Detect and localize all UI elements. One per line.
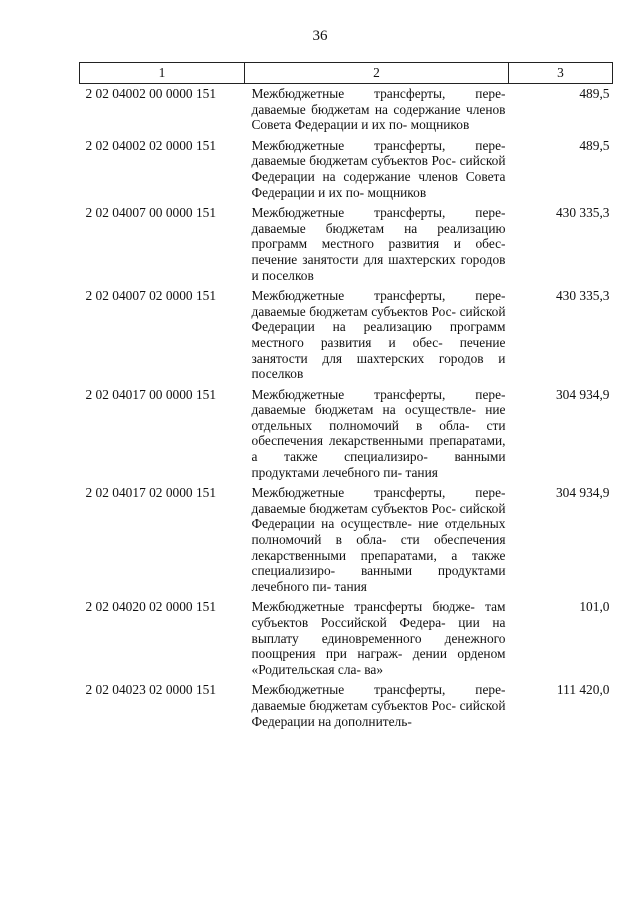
row-name-line: печение занятости для шахтерских — [251, 251, 456, 267]
row-name-line: даваемые бюджетам на содержание — [251, 101, 461, 117]
row-code: 2 02 04023 02 0000 151 — [85, 682, 217, 698]
row-code: 2 02 04020 02 0000 151 — [85, 599, 217, 615]
row-amount: 430 335,3 — [555, 205, 610, 221]
table-row — [80, 599, 613, 682]
row-name-line: членов Совета Федерации и их по- — [251, 101, 506, 133]
row-amount: 111 420,0 — [556, 682, 610, 698]
page-number: 36 — [312, 28, 328, 44]
row-name — [245, 138, 509, 205]
row-name-line: препаратами, а также специализиро- — [251, 547, 506, 579]
row-name-line: мощников — [367, 184, 427, 200]
row-name-line: Межбюджетные трансферты, пере- — [251, 86, 506, 101]
row-name — [245, 288, 509, 387]
row-name-line: препаратами, а также специализиро- — [251, 433, 506, 465]
row-name-line: программ местного развития и обес- — [251, 319, 506, 350]
row-name — [245, 205, 509, 288]
table-header-row — [80, 63, 613, 84]
row-name-line: Межбюджетные трансферты, пере- — [251, 137, 506, 153]
table-row — [80, 387, 613, 486]
row-name-line: Межбюджетные трансферты, пере- — [251, 288, 506, 304]
row-amount: 489,5 — [579, 137, 610, 153]
row-name-line: дении орденом «Родительская сла- — [251, 646, 506, 677]
row-code: 2 02 04007 00 0000 151 — [85, 205, 217, 221]
row-name-line: Межбюджетные трансферты бюдже- — [251, 599, 475, 615]
row-name — [245, 485, 509, 599]
row-name-line: тания — [334, 578, 367, 594]
row-name-line: сийской Федерации на реализацию — [251, 303, 506, 335]
column-header-amount: 3 — [509, 63, 613, 84]
table-row — [80, 84, 613, 138]
row-name-line: сти обеспечения лекарственными — [251, 532, 506, 563]
row-name-line: даваемые бюджетам субъектов Рос- — [251, 303, 457, 319]
row-amount: 304 934,9 — [555, 485, 610, 501]
row-name-line: там субъектов Российской Федера- — [251, 599, 506, 630]
row-name-line: денежного поощрения при награж- — [251, 630, 506, 662]
row-name-line: даваемые бюджетам субъектов Рос- — [251, 153, 457, 169]
row-name-line: ние отдельных полномочий в обла- — [251, 516, 506, 548]
row-name-line: даваемые бюджетам на реализацию — [251, 220, 506, 236]
row-name-line: даваемые бюджетам субъектов Рос- — [251, 500, 457, 516]
row-name-line: городов и поселков — [251, 350, 506, 382]
row-name-line: Межбюджетные трансферты, пере- — [251, 485, 506, 501]
table-row — [80, 682, 613, 734]
row-code: 2 02 04002 02 0000 151 — [85, 137, 217, 153]
row-name-line: ванными продуктами лечебного пи- — [251, 563, 506, 594]
table-row — [80, 288, 613, 387]
table-row — [80, 138, 613, 205]
row-code: 2 02 04017 00 0000 151 — [85, 386, 217, 402]
row-name-line: даваемые бюджетам на осуществле- — [251, 402, 476, 418]
row-name-line: даваемые бюджетам субъектов Рос- — [251, 697, 457, 713]
row-name-line: сти обеспечения лекарственными — [251, 417, 506, 449]
row-name-line: Межбюджетные трансферты, пере- — [251, 386, 506, 402]
row-name-line: программ местного развития и обес- — [251, 236, 506, 252]
row-code: 2 02 04017 02 0000 151 — [85, 485, 217, 501]
row-name — [245, 84, 509, 138]
row-name-line: Межбюджетные трансферты, пере- — [251, 682, 506, 698]
row-name-line: Межбюджетные трансферты, пере- — [251, 205, 506, 221]
row-name — [245, 682, 509, 734]
row-name-line: ванными продуктами лечебного пи- — [251, 449, 506, 480]
row-amount: 304 934,9 — [555, 386, 610, 402]
column-header-code: 1 — [80, 63, 245, 84]
row-name-line: ва» — [364, 661, 384, 677]
row-name-line: ции на выплату единовременного — [251, 615, 506, 646]
table-body — [80, 84, 613, 735]
row-amount: 489,5 — [579, 86, 610, 101]
table-row — [80, 205, 613, 288]
row-name — [245, 387, 509, 486]
row-code: 2 02 04007 02 0000 151 — [85, 288, 217, 304]
budget-table — [79, 62, 613, 734]
row-name-line: мощников — [410, 117, 470, 133]
row-name-line: членов Совета Федерации и их по- — [251, 168, 506, 200]
table-row — [80, 485, 613, 599]
row-name-line: городов и поселков — [251, 251, 506, 283]
row-name-line: тания — [405, 464, 438, 480]
row-code: 2 02 04002 00 0000 151 — [85, 86, 217, 101]
row-name-line: сийской Федерации на осуществле- — [251, 500, 506, 532]
row-name — [245, 599, 509, 682]
row-name-line: сийской Федерации на содержание — [251, 153, 506, 184]
row-name-line: ние отдельных полномочий в обла- — [251, 402, 506, 433]
column-header-name: 2 — [245, 63, 509, 84]
row-amount: 430 335,3 — [555, 288, 610, 304]
row-name-line: печение занятости для шахтерских — [251, 334, 506, 366]
row-name-line: сийской Федерации на дополнитель- — [251, 697, 506, 729]
row-amount: 101,0 — [579, 599, 610, 615]
